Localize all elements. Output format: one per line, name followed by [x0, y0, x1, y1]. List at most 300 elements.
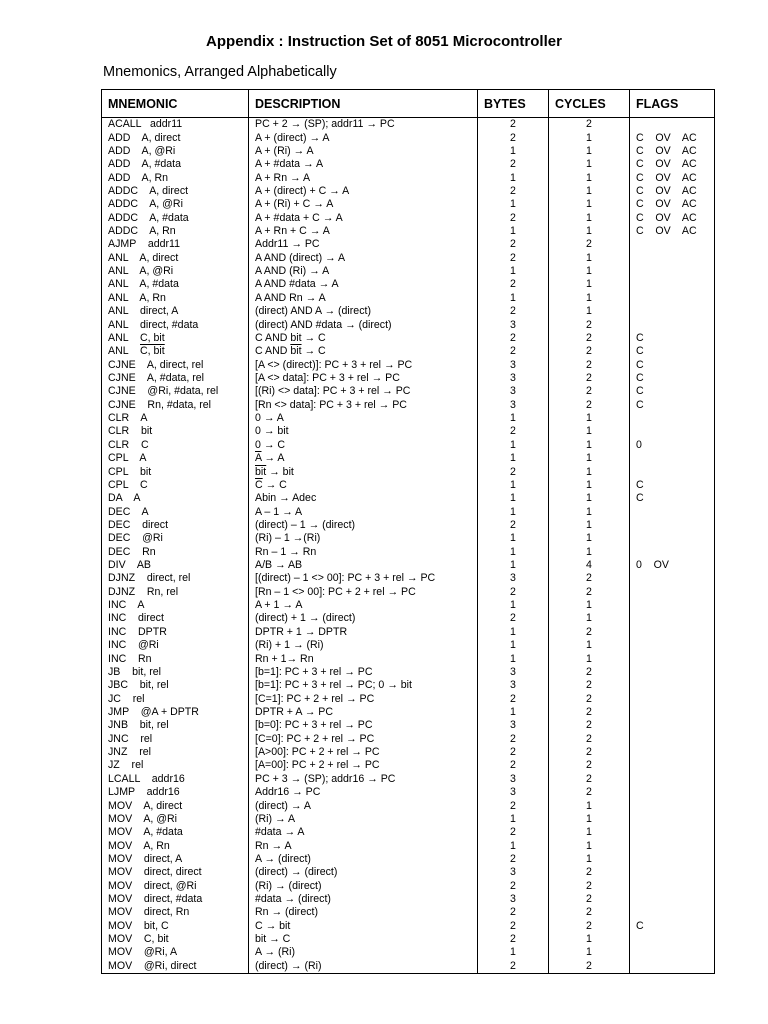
table-row: [102, 706, 715, 719]
mnemonic-cell: ACALL addr11: [102, 118, 249, 132]
flags-cell: C: [630, 358, 715, 371]
bytes-cell: 2: [478, 879, 549, 892]
table-row: [102, 666, 715, 679]
description-cell: [b=1]: PC + 3 + rel → PC; 0 → bit: [249, 679, 478, 692]
description-cell: 0 → bit: [249, 425, 478, 438]
description-cell: (direct) AND A → (direct): [249, 305, 478, 318]
description-cell: (Ri) + 1 → (Ri): [249, 639, 478, 652]
bytes-cell: 2: [478, 252, 549, 265]
flags-cell: C: [630, 372, 715, 385]
mnemonic-cell: JZ rel: [102, 759, 249, 772]
mnemonic-cell: MOV C, bit: [102, 933, 249, 946]
description-cell: (direct) → (direct): [249, 866, 478, 879]
cycles-cell: 1: [549, 212, 630, 225]
mnemonic-cell: CJNE A, direct, rel: [102, 358, 249, 371]
flags-cell: [630, 946, 715, 959]
description-cell: $\overline{C} \to C$: [249, 479, 478, 492]
mnemonic-cell: DEC @Ri: [102, 532, 249, 545]
table-row: [102, 853, 715, 866]
header-cycles: CYCLES: [549, 90, 630, 118]
description-cell: 0 → A: [249, 412, 478, 425]
bytes-cell: 1: [478, 479, 549, 492]
table-row: [102, 773, 715, 786]
cycles-cell: 1: [549, 252, 630, 265]
mnemonic-cell: ANL A, #data: [102, 278, 249, 291]
cycles-cell: 1: [549, 492, 630, 505]
cycles-cell: 1: [549, 225, 630, 238]
mnemonic-cell: INC DPTR: [102, 626, 249, 639]
bytes-cell: 1: [478, 639, 549, 652]
cycles-cell: 2: [549, 385, 630, 398]
flags-cell: C: [630, 479, 715, 492]
flags-cell: C OV AC: [630, 185, 715, 198]
bytes-cell: 1: [478, 599, 549, 612]
flags-cell: [630, 452, 715, 465]
description-cell: Abin → Adec: [249, 492, 478, 505]
cycles-cell: 2: [549, 746, 630, 759]
bytes-cell: 3: [478, 679, 549, 692]
table-row: [102, 960, 715, 974]
bytes-cell: 2: [478, 212, 549, 225]
bytes-cell: 2: [478, 586, 549, 599]
description-cell: $\overline{A} \to A$: [249, 452, 478, 465]
description-cell: [b=0]: PC + 3 + rel → PC: [249, 719, 478, 732]
bytes-cell: 3: [478, 786, 549, 799]
mnemonic-cell: ANL direct, A: [102, 305, 249, 318]
mnemonic-cell: JMP @A + DPTR: [102, 706, 249, 719]
table-row: [102, 879, 715, 892]
table-row: [102, 358, 715, 371]
mnemonic-cell: ADD A, @Ri: [102, 145, 249, 158]
mnemonic-cell: MOV A, @Ri: [102, 813, 249, 826]
mnemonic-cell: MOV direct, direct: [102, 866, 249, 879]
description-cell: [Rn <> data]: PC + 3 + rel → PC: [249, 399, 478, 412]
mnemonic-cell: DJNZ Rn, rel: [102, 586, 249, 599]
description-cell: PC + 3 → (SP); addr16 → PC: [249, 773, 478, 786]
flags-cell: [630, 773, 715, 786]
table-row: [102, 759, 715, 772]
flags-cell: [630, 626, 715, 639]
table-row: [102, 626, 715, 639]
bytes-cell: 1: [478, 439, 549, 452]
table-row: [102, 612, 715, 625]
table-row: [102, 692, 715, 705]
cycles-cell: 2: [549, 920, 630, 933]
description-cell: C → bit: [249, 920, 478, 933]
bytes-cell: 2: [478, 906, 549, 919]
cycles-cell: 2: [549, 626, 630, 639]
mnemonic-cell: LJMP addr16: [102, 786, 249, 799]
table-row: [102, 492, 715, 505]
bytes-cell: 1: [478, 839, 549, 852]
bytes-cell: 3: [478, 358, 549, 371]
description-cell: DPTR + 1 → DPTR: [249, 626, 478, 639]
bytes-cell: 1: [478, 546, 549, 559]
description-cell: A AND (direct) → A: [249, 252, 478, 265]
cycles-cell: 1: [549, 505, 630, 518]
cycles-cell: 1: [549, 826, 630, 839]
bytes-cell: 2: [478, 853, 549, 866]
bytes-cell: 3: [478, 719, 549, 732]
bytes-cell: 1: [478, 225, 549, 238]
flags-cell: [630, 893, 715, 906]
table-row: [102, 425, 715, 438]
flags-cell: [630, 318, 715, 331]
flags-cell: [630, 786, 715, 799]
table-row: [102, 265, 715, 278]
cycles-cell: 2: [549, 692, 630, 705]
cycles-cell: 1: [549, 145, 630, 158]
cycles-cell: 1: [549, 546, 630, 559]
description-cell: [b=1]: PC + 3 + rel → PC: [249, 666, 478, 679]
flags-cell: C OV AC: [630, 225, 715, 238]
cycles-cell: 1: [549, 185, 630, 198]
flags-cell: [630, 425, 715, 438]
mnemonic-cell: ANL A, direct: [102, 252, 249, 265]
bytes-cell: 1: [478, 171, 549, 184]
mnemonic-cell: ADD A, direct: [102, 131, 249, 144]
cycles-cell: 2: [549, 345, 630, 358]
cycles-cell: 1: [549, 265, 630, 278]
cycles-cell: 1: [549, 278, 630, 291]
header-description: DESCRIPTION: [249, 90, 478, 118]
cycles-cell: 2: [549, 866, 630, 879]
bytes-cell: 2: [478, 920, 549, 933]
description-cell: [A=00]: PC + 2 + rel → PC: [249, 759, 478, 772]
mnemonic-cell: JC rel: [102, 692, 249, 705]
table-row: [102, 412, 715, 425]
table-row: [102, 679, 715, 692]
cycles-cell: 2: [549, 318, 630, 331]
bytes-cell: 3: [478, 773, 549, 786]
table-row: [102, 332, 715, 345]
flags-cell: C OV AC: [630, 158, 715, 171]
table-row: [102, 599, 715, 612]
mnemonic-cell: DJNZ direct, rel: [102, 572, 249, 585]
table-row: [102, 826, 715, 839]
bytes-cell: 3: [478, 385, 549, 398]
mnemonic-cell: ADD A, Rn: [102, 171, 249, 184]
cycles-cell: 2: [549, 773, 630, 786]
cycles-cell: 1: [549, 465, 630, 478]
flags-cell: [630, 839, 715, 852]
table-row: [102, 933, 715, 946]
cycles-cell: 1: [549, 652, 630, 665]
cycles-cell: 1: [549, 198, 630, 211]
bytes-cell: 2: [478, 345, 549, 358]
flags-cell: [630, 826, 715, 839]
description-cell: (direct) + 1 → (direct): [249, 612, 478, 625]
table-row: [102, 145, 715, 158]
flags-cell: C: [630, 385, 715, 398]
bytes-cell: 1: [478, 559, 549, 572]
description-cell: A/B → AB: [249, 559, 478, 572]
description-cell: Addr16 → PC: [249, 786, 478, 799]
bytes-cell: 2: [478, 612, 549, 625]
cycles-cell: 1: [549, 813, 630, 826]
flags-cell: [630, 639, 715, 652]
description-cell: DPTR + A → PC: [249, 706, 478, 719]
flags-cell: C: [630, 332, 715, 345]
description-cell: [(direct) – 1 <> 00]: PC + 3 + rel → PC: [249, 572, 478, 585]
cycles-cell: 1: [549, 439, 630, 452]
table-row: [102, 158, 715, 171]
description-cell: A + Rn + C → A: [249, 225, 478, 238]
cycles-cell: 2: [549, 879, 630, 892]
mnemonic-cell: MOV @Ri, direct: [102, 960, 249, 974]
mnemonic-cell: INC A: [102, 599, 249, 612]
description-cell: A AND #data → A: [249, 278, 478, 291]
table-row: [102, 198, 715, 211]
header-flags: FLAGS: [630, 90, 715, 118]
flags-cell: C OV AC: [630, 145, 715, 158]
bytes-cell: 1: [478, 145, 549, 158]
description-cell: [Rn – 1 <> 00]: PC + 2 + rel → PC: [249, 586, 478, 599]
bytes-cell: 1: [478, 706, 549, 719]
bytes-cell: 1: [478, 505, 549, 518]
cycles-cell: 2: [549, 719, 630, 732]
flags-cell: C OV AC: [630, 198, 715, 211]
flags-cell: [630, 505, 715, 518]
flags-cell: C: [630, 399, 715, 412]
description-cell: [C=0]: PC + 2 + rel → PC: [249, 733, 478, 746]
table-row: [102, 519, 715, 532]
bytes-cell: 2: [478, 305, 549, 318]
bytes-cell: 2: [478, 933, 549, 946]
table-row: [102, 292, 715, 305]
description-cell: A + 1 → A: [249, 599, 478, 612]
flags-cell: [630, 906, 715, 919]
cycles-cell: 2: [549, 679, 630, 692]
cycles-cell: 1: [549, 532, 630, 545]
table-row: [102, 385, 715, 398]
cycles-cell: 1: [549, 946, 630, 959]
flags-cell: [630, 612, 715, 625]
cycles-cell: 2: [549, 118, 630, 132]
mnemonic-cell: MOV A, direct: [102, 799, 249, 812]
cycles-cell: 1: [549, 599, 630, 612]
flags-cell: [630, 292, 715, 305]
description-cell: [A <> (direct)]: PC + 3 + rel → PC: [249, 358, 478, 371]
table-row: [102, 278, 715, 291]
mnemonic-cell: CLR A: [102, 412, 249, 425]
mnemonic-cell: ADDC A, direct: [102, 185, 249, 198]
mnemonic-cell: JNZ rel: [102, 746, 249, 759]
cycles-cell: 2: [549, 586, 630, 599]
bytes-cell: 3: [478, 318, 549, 331]
bytes-cell: 3: [478, 666, 549, 679]
table-row: [102, 733, 715, 746]
description-cell: $\overline{bit}$ → bit: [249, 465, 478, 478]
mnemonic-cell: MOV direct, @Ri: [102, 879, 249, 892]
mnemonic-cell: CJNE @Ri, #data, rel: [102, 385, 249, 398]
flags-cell: [630, 532, 715, 545]
mnemonic-cell: MOV direct, #data: [102, 893, 249, 906]
bytes-cell: 2: [478, 692, 549, 705]
cycles-cell: 4: [549, 559, 630, 572]
flags-cell: [630, 866, 715, 879]
description-cell: (direct) → (Ri): [249, 960, 478, 974]
mnemonic-cell: CPL A: [102, 452, 249, 465]
description-cell: (Ri) – 1 →(Ri): [249, 532, 478, 545]
flags-cell: [630, 960, 715, 974]
description-cell: Rn → (direct): [249, 906, 478, 919]
mnemonic-cell: CLR bit: [102, 425, 249, 438]
description-cell: bit → C: [249, 933, 478, 946]
table-row: [102, 799, 715, 812]
cycles-cell: 1: [549, 933, 630, 946]
description-cell: A + (direct) + C → A: [249, 185, 478, 198]
description-cell: #data → A: [249, 826, 478, 839]
flags-cell: [630, 252, 715, 265]
bytes-cell: 3: [478, 572, 549, 585]
flags-cell: [630, 666, 715, 679]
mnemonic-cell: JB bit, rel: [102, 666, 249, 679]
cycles-cell: 1: [549, 292, 630, 305]
description-cell: Rn → A: [249, 839, 478, 852]
description-cell: C AND $\overline{bit} \to C$: [249, 345, 478, 358]
flags-cell: 0 OV: [630, 559, 715, 572]
table-row: [102, 171, 715, 184]
flags-cell: [630, 546, 715, 559]
flags-cell: [630, 746, 715, 759]
flags-cell: [630, 278, 715, 291]
mnemonic-cell: MOV direct, Rn: [102, 906, 249, 919]
flags-cell: [630, 706, 715, 719]
cycles-cell: 1: [549, 839, 630, 852]
bytes-cell: 1: [478, 265, 549, 278]
description-cell: C AND bit → C: [249, 332, 478, 345]
flags-cell: C: [630, 492, 715, 505]
flags-cell: [630, 933, 715, 946]
mnemonic-cell: MOV direct, A: [102, 853, 249, 866]
bytes-cell: 2: [478, 733, 549, 746]
bytes-cell: 2: [478, 826, 549, 839]
bytes-cell: 2: [478, 519, 549, 532]
page-title: Appendix : Instruction Set of 8051 Microcontroller: [206, 33, 562, 50]
mnemonic-cell: ADDC A, Rn: [102, 225, 249, 238]
cycles-cell: 2: [549, 372, 630, 385]
table-row: [102, 719, 715, 732]
table-row: [102, 839, 715, 852]
mnemonic-cell: MOV @Ri, A: [102, 946, 249, 959]
mnemonic-cell: MOV A, #data: [102, 826, 249, 839]
table-row: [102, 465, 715, 478]
bytes-cell: 3: [478, 893, 549, 906]
cycles-cell: 2: [549, 733, 630, 746]
description-cell: PC + 2 → (SP); addr11 → PC: [249, 118, 478, 132]
bytes-cell: 2: [478, 465, 549, 478]
description-cell: (direct) → A: [249, 799, 478, 812]
description-cell: Rn + 1→ Rn: [249, 652, 478, 665]
description-cell: #data → (direct): [249, 893, 478, 906]
mnemonic-cell: MOV A, Rn: [102, 839, 249, 852]
mnemonic-cell: ADD A, #data: [102, 158, 249, 171]
description-cell: (Ri) → A: [249, 813, 478, 826]
cycles-cell: 1: [549, 799, 630, 812]
bytes-cell: 2: [478, 425, 549, 438]
bytes-cell: 1: [478, 532, 549, 545]
table-row: [102, 505, 715, 518]
mnemonic-cell: ADDC A, #data: [102, 212, 249, 225]
flags-cell: C OV AC: [630, 212, 715, 225]
bytes-cell: 1: [478, 626, 549, 639]
description-cell: 0 → C: [249, 439, 478, 452]
bytes-cell: 1: [478, 652, 549, 665]
bytes-cell: 3: [478, 866, 549, 879]
flags-cell: [630, 692, 715, 705]
flags-cell: [630, 733, 715, 746]
description-cell: A + #data + C → A: [249, 212, 478, 225]
bytes-cell: 2: [478, 238, 549, 251]
mnemonic-cell: ANL C, bit: [102, 332, 249, 345]
table-row: [102, 479, 715, 492]
flags-cell: [630, 412, 715, 425]
bytes-cell: 3: [478, 372, 549, 385]
description-cell: A + (direct) → A: [249, 131, 478, 144]
table-row: [102, 866, 715, 879]
bytes-cell: 1: [478, 492, 549, 505]
table-row: [102, 252, 715, 265]
flags-cell: [630, 799, 715, 812]
flags-cell: [630, 759, 715, 772]
flags-cell: [630, 519, 715, 532]
table-row: [102, 586, 715, 599]
table-row: [102, 118, 715, 132]
bytes-cell: 1: [478, 813, 549, 826]
description-cell: A + (Ri) → A: [249, 145, 478, 158]
mnemonic-cell: JBC bit, rel: [102, 679, 249, 692]
mnemonic-cell: DEC A: [102, 505, 249, 518]
description-cell: (direct) – 1 → (direct): [249, 519, 478, 532]
bytes-cell: 2: [478, 131, 549, 144]
table-row: [102, 906, 715, 919]
mnemonic-cell: CPL bit: [102, 465, 249, 478]
bytes-cell: 2: [478, 799, 549, 812]
mnemonic-cell: CJNE Rn, #data, rel: [102, 399, 249, 412]
cycles-cell: 1: [549, 452, 630, 465]
table-row: [102, 238, 715, 251]
cycles-cell: 2: [549, 759, 630, 772]
flags-cell: [630, 879, 715, 892]
cycles-cell: 1: [549, 519, 630, 532]
section-subtitle: Mnemonics, Arranged Alphabetically: [103, 64, 337, 80]
table-row: [102, 131, 715, 144]
mnemonic-cell: DIV AB: [102, 559, 249, 572]
table-row: [102, 746, 715, 759]
description-cell: Rn – 1 → Rn: [249, 546, 478, 559]
mnemonic-cell: JNB bit, rel: [102, 719, 249, 732]
flags-cell: [630, 572, 715, 585]
table-row: [102, 639, 715, 652]
bytes-cell: 1: [478, 198, 549, 211]
flags-cell: [630, 813, 715, 826]
mnemonic-cell: DEC Rn: [102, 546, 249, 559]
bytes-cell: 2: [478, 960, 549, 974]
table-row: [102, 813, 715, 826]
description-cell: A → (Ri): [249, 946, 478, 959]
mnemonic-cell: DEC direct: [102, 519, 249, 532]
mnemonic-cell: ADDC A, @Ri: [102, 198, 249, 211]
flags-cell: [630, 652, 715, 665]
table-row: [102, 893, 715, 906]
description-cell: A + Rn → A: [249, 171, 478, 184]
mnemonic-cell: INC Rn: [102, 652, 249, 665]
cycles-cell: 2: [549, 399, 630, 412]
mnemonic-cell: CPL C: [102, 479, 249, 492]
table-row: [102, 452, 715, 465]
bytes-cell: 2: [478, 158, 549, 171]
